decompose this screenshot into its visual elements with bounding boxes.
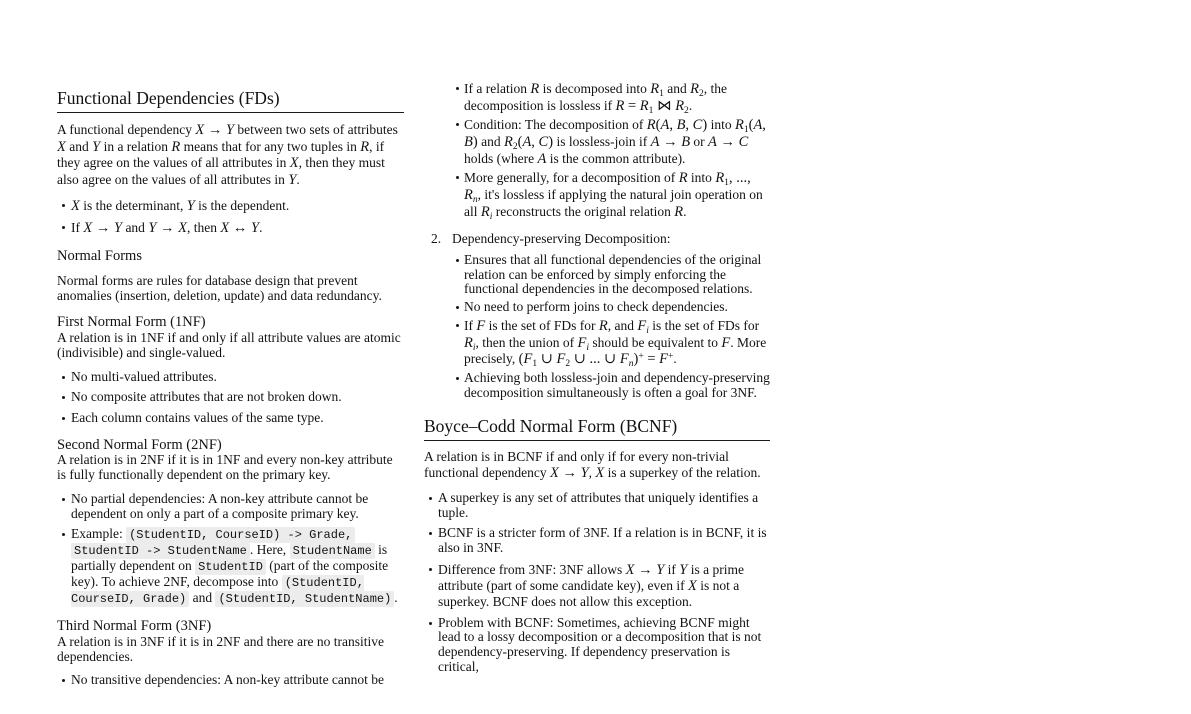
inline-math: X <box>595 465 605 482</box>
inline-code: (StudentID, StudentName) <box>215 591 394 607</box>
inline-math: F <box>721 334 731 351</box>
inline-math: F <box>476 317 486 334</box>
paragraph: A functional dependency X → Y between two sets of attributes X and Y in a relation R means that for any two tuples in R, if they agree on the values of all attributes in X, then they must also agree on the values of all attributes in Y. <box>57 122 398 189</box>
bullet-list <box>57 370 404 426</box>
inline-code: StudentID <box>195 559 266 575</box>
list-item: Problem with BCNF: Sometimes, achieving BCNF might lead to a lossy decomposition or a decomposition that is not dependency-preserving. If dependency preservation is critical, <box>424 616 770 675</box>
section-heading: Functional Dependencies (FDs) <box>57 88 404 113</box>
bullet-list <box>424 491 770 675</box>
list-item: Condition: The decomposition of R(A, B, C) into $R_1(A$, B) and $R_2(A$, C) is lossless-join if A → B or A → C holds (where A is the common attribute). <box>424 117 770 167</box>
list-item: No multi-valued attributes. <box>57 370 404 385</box>
inline-math: R <box>360 138 370 155</box>
list-item: A superkey is any set of attributes that uniquely identifies a tuple. <box>424 491 770 520</box>
list-item: No composite attributes that are not broken down. <box>57 390 404 405</box>
right-column <box>424 0 770 701</box>
inline-code: StudentName <box>290 543 375 559</box>
bullet-list <box>424 253 770 400</box>
inline-math: X <box>688 578 697 595</box>
list-item: Difference from 3NF: 3NF allows X → Y if Y is a prime attribute (part of some candidate key), even if X is not a superkey. BCNF does not allow this exception. <box>424 562 770 610</box>
inline-math: A → C <box>708 134 749 151</box>
inline-math: $R = R_1$ ⋈ $R_2$ <box>615 97 689 116</box>
inline-code: (StudentID, CourseID) -> Grade, <box>126 527 355 543</box>
inline-math: X → Y <box>83 220 123 237</box>
inline-math: R <box>674 203 684 220</box>
subsection-heading: First Normal Form (1NF) <box>57 314 206 331</box>
list-item: Example: (StudentID, CourseID) -> Grade, StudentID -> StudentName . Here, StudentName is partially dependent on StudentID (part of the composite key). To achieve 2NF, decompose into (StudentID, CourseID, Grade) and (StudentID, StudentName) . <box>57 527 404 607</box>
bullet-list <box>57 673 404 688</box>
inline-math: X → Y <box>625 561 665 578</box>
inline-math: A → B <box>650 134 691 151</box>
inline-math: $F_i$ <box>637 317 649 336</box>
inline-math: $R_2(A$, C) <box>503 134 554 152</box>
list-item: Ensures that all functional dependencies of the original relation can be enforced by simply enforcing the functional dependencies in the decomposed relations. <box>424 253 770 297</box>
list-item: BCNF is a stricter form of 3NF. If a relation is in BCNF, it is also in 3NF. <box>424 526 770 555</box>
list-item: If X → Y and Y → X, then X ↔ Y. <box>57 220 404 237</box>
inline-math: $R_1(A$, B) <box>464 117 766 151</box>
numbered-item: 2. Dependency-preserving Decomposition: <box>431 231 671 247</box>
inline-math: X → Y <box>195 122 235 139</box>
list-item: No transitive dependencies: A non-key attribute cannot be <box>57 673 404 688</box>
inline-math: Y <box>288 172 297 189</box>
paragraph: A relation is in 1NF if and only if all attribute values are atomic (indivisible) and single-valued. <box>57 330 401 360</box>
inline-math: R <box>171 138 181 155</box>
paragraph: A relation is in BCNF if and only if for every non-trivial functional dependency X → Y, X is a superkey of the relation. <box>424 449 761 482</box>
inline-math: R <box>598 317 608 334</box>
inline-math: X <box>71 197 80 214</box>
inline-math: $R_1$ <box>650 81 664 99</box>
subsection-heading: Normal Forms <box>57 248 142 265</box>
section-heading: Boyce–Codd Normal Form (BCNF) <box>424 416 770 441</box>
list-item: Each column contains values of the same type. <box>57 411 404 426</box>
paragraph: A relation is in 3NF if it is in 2NF and there are no transitive dependencies. <box>57 634 384 664</box>
inline-math: R(A, B, C) <box>646 117 708 134</box>
item-number: 2. <box>431 231 442 247</box>
inline-math: ($F_1$ ∪ $F_2$ ∪ ... ∪ $F_n)^+ = F^+$ <box>518 350 674 370</box>
inline-math: A <box>537 150 547 167</box>
inline-math: R <box>678 170 688 187</box>
inline-math: Y <box>92 138 101 155</box>
inline-math: $R_i$ <box>480 203 493 222</box>
inline-math: X ↔ Y <box>220 220 260 237</box>
list-item: X is the determinant, Y is the dependent. <box>57 198 404 215</box>
inline-math: Y → X <box>148 220 187 237</box>
bullet-list <box>57 198 404 237</box>
inline-math: Y <box>679 561 688 578</box>
inline-math: R <box>530 81 540 97</box>
subsection-heading: Second Normal Form (2NF) <box>57 436 222 453</box>
list-item: Achieving both lossless-join and dependency-preserving decomposition simultaneously is often a goal for 3NF. <box>424 371 770 400</box>
inline-math: Y <box>186 197 195 214</box>
bullet-list <box>57 492 404 607</box>
list-item: If F is the set of FDs for R, and $F_i$ is the set of FDs for $R_i$, then the union of $F_i$ should be equivalent to F. More precisely, ($F_1$ ∪ $F_2$ ∪ ... ∪ $F_n)^+ = F^+$. <box>424 318 770 368</box>
inline-math: X <box>57 138 66 155</box>
inline-code: StudentID -> StudentName <box>71 543 250 559</box>
list-item: No need to perform joins to check dependencies. <box>424 300 770 315</box>
inline-math: X <box>289 155 299 172</box>
list-item: More generally, for a decomposition of R into $R_1$, ..., $R_n$, it's lossless if applying the natural join operation on all $R_i$ reconstructs the original relation R. <box>424 170 770 220</box>
inline-math: $R_2$ <box>690 81 704 99</box>
paragraph: A relation is in 2NF if it is in 1NF and every non-key attribute is fully functionally dependent on the primary key. <box>57 452 393 483</box>
inline-math: $R_i$ <box>464 334 476 353</box>
inline-code: (StudentID, CourseID, Grade) <box>71 576 364 607</box>
list-item: If a relation R is decomposed into $R_1$ and $R_2$, the decomposition is lossless if $R = R_1$ ⋈ $R_2$. <box>424 81 770 114</box>
inline-math: $R_1$, ..., $R_n$ <box>464 170 751 205</box>
paragraph: Normal forms are rules for database design that prevent anomalies (insertion, deletion, update) and data redundancy. <box>57 272 382 303</box>
list-item: No partial dependencies: A non-key attribute cannot be dependent on only a part of a composite primary key. <box>57 492 404 521</box>
subsection-heading: Third Normal Form (3NF) <box>57 618 212 635</box>
inline-math: X → Y <box>549 465 589 482</box>
left-column <box>57 0 404 714</box>
bullet-list <box>424 81 770 220</box>
inline-math: $F_i$ <box>577 334 590 353</box>
